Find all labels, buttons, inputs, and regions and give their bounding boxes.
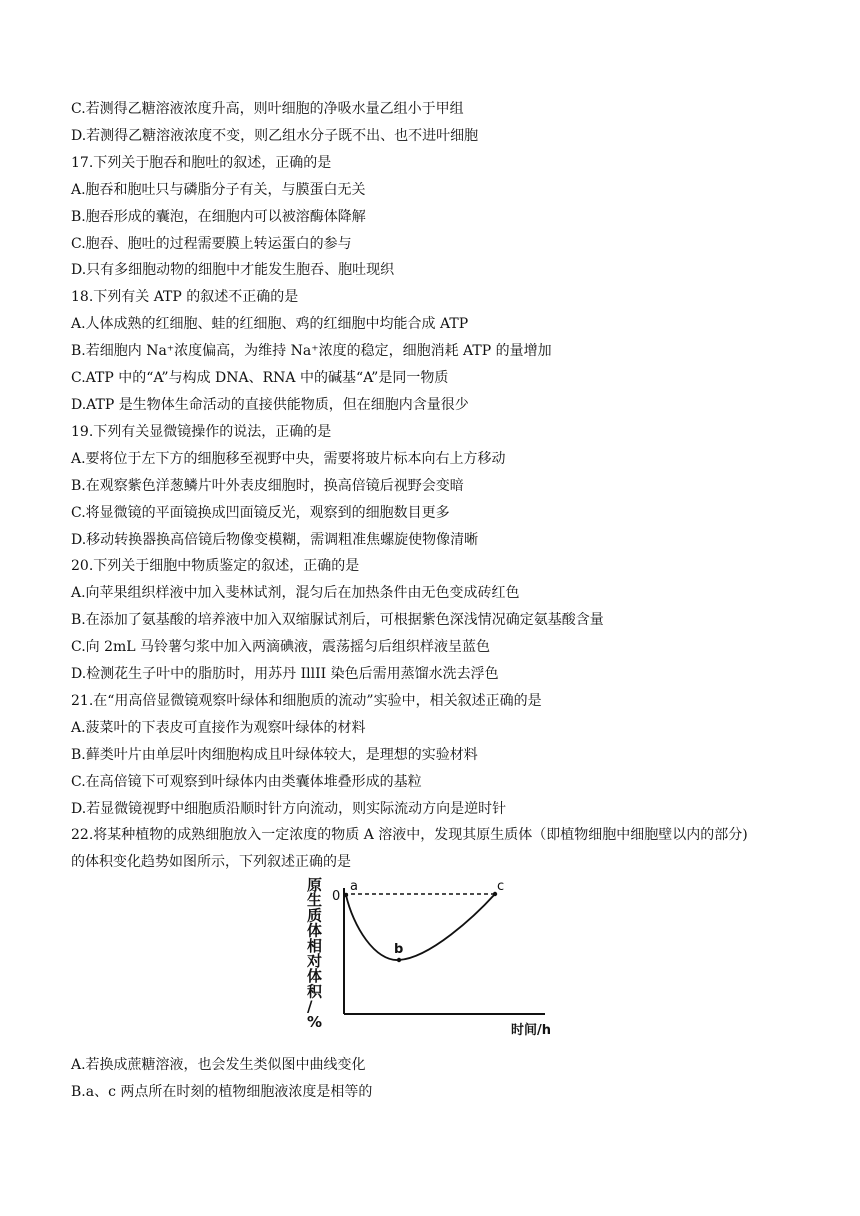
question-18-option-d: D.ATP 是生物体生命活动的直接供能物质，但在细胞内含量很少: [71, 396, 469, 413]
question-18-option-a: A.人体成熟的红细胞、蛙的红细胞、鸡的红细胞中均能合成 ATP: [71, 316, 469, 333]
point-a-marker: [344, 893, 348, 897]
question-18-stem: 18.下列有关 ATP 的叙述不正确的是: [71, 289, 299, 306]
question-19-option-b: B.在观察紫色洋葱鳞片叶外表皮细胞时，换高倍镜后视野会变暗: [71, 477, 464, 494]
text-line: D.若测得乙糖溶液浓度不变，则乙组水分子既不出、也不进叶细胞: [71, 127, 479, 144]
question-19-stem: 19.下列有关显微镜操作的说法，正确的是: [71, 423, 332, 440]
question-20-option-d: D.检测花生子叶中的脂肪时，用苏丹 IllII 染色后需用蒸馏水洗去浮色: [71, 666, 499, 683]
question-22-options: [71, 1052, 801, 1106]
point-b-label: b: [394, 942, 404, 958]
question-19-option-c: C.将显微镜的平面镜换成凹面镜反光，观察到的细胞数目更多: [71, 504, 450, 521]
question-21-option-d: D.若显微镜视野中细胞质沿顺时针方向流动，则实际流动方向是逆时针: [71, 800, 507, 817]
point-c-label: c: [497, 879, 505, 895]
question-22-stem: 22.将某种植物的成熟细胞放入一定浓度的物质 A 溶液中，发现其原生质体（即植物细胞中细胞壁以内的部分): [71, 827, 748, 844]
question-18-option-c: C.ATP 中的“A”与构成 DNA、RNA 中的碱基“A”是同一物质: [71, 370, 449, 387]
y-axis-label: 原生质体相对体积/ %: [307, 876, 323, 1032]
question-22-stem-continued: 的体积变化趋势如图所示，下列叙述正确的是: [71, 854, 351, 871]
question-21-option-c: C.在高倍镜下可观察到叶绿体内由类囊体堆叠形成的基粒: [71, 773, 422, 790]
protoplast-volume-figure: [71, 876, 801, 1046]
point-a-label: a: [350, 879, 358, 895]
question-21-option-a: A.菠菜叶的下表皮可直接作为观察叶绿体的材料: [71, 719, 366, 736]
question-text-block: [71, 96, 801, 876]
question-22-option-a: A.若换成蔗糖溶液，也会发生类似图中曲线变化: [71, 1057, 366, 1074]
question-20-stem: 20.下列关于细胞中物质鉴定的叙述，正确的是: [71, 558, 360, 575]
protoplast-volume-graph: [295, 876, 595, 1046]
question-20-option-a: A.向苹果组织样液中加入斐林试剂，混匀后在加热条件由无色变成砖红色: [71, 585, 520, 602]
question-17-option-a: A.胞吞和胞吐只与磷脂分子有关，与膜蛋白无关: [71, 181, 366, 198]
question-21-stem: 21.在“用高倍显微镜观察叶绿体和细胞质的流动”实验中，相关叙述正确的是: [71, 692, 542, 709]
question-17-stem: 17.下列关于胞吞和胞吐的叙述，正确的是: [71, 154, 332, 171]
question-17-option-d: D.只有多细胞动物的细胞中才能发生胞吞、胞吐现织: [71, 262, 395, 279]
point-b-marker: [397, 958, 401, 962]
text-line: C.若测得乙糖溶液浓度升高，则叶细胞的净吸水量乙组小于甲组: [71, 101, 464, 117]
question-17-option-b: B.胞吞形成的囊泡，在细胞内可以被溶酶体降解: [71, 208, 366, 225]
exam-page: [71, 96, 801, 1106]
question-18-option-b: B.若细胞内 Na⁺浓度偏高，为维持 Na⁺浓度的稳定，细胞消耗 ATP 的量增加: [71, 343, 552, 360]
question-20-option-b: B.在添加了氨基酸的培养液中加入双缩脲试剂后，可根据紫色深浅情况确定氨基酸含量: [71, 612, 604, 629]
question-19-option-d: D.移动转换器换高倍镜后物像变模糊，需调粗准焦螺旋使物像清晰: [71, 531, 479, 548]
question-19-option-a: A.要将位于左下方的细胞移至视野中央，需要将玻片标本向右上方移动: [71, 450, 506, 467]
volume-curve: [346, 894, 495, 960]
question-20-option-c: C.向 2mL 马铃薯匀浆中加入两滴碘液，震荡摇匀后组织样液呈蓝色: [71, 639, 491, 656]
question-17-option-c: C.胞吞、胞吐的过程需要膜上转运蛋白的参与: [71, 235, 352, 252]
x-axis-label: 时间/h: [511, 1023, 552, 1039]
question-21-option-b: B.藓类叶片由单层叶肉细胞构成且叶绿体较大，是理想的实验材料: [71, 746, 478, 763]
question-22-option-b: B.a、c 两点所在时刻的植物细胞液浓度是相等的: [71, 1084, 373, 1101]
origin-label: 0: [332, 889, 341, 905]
